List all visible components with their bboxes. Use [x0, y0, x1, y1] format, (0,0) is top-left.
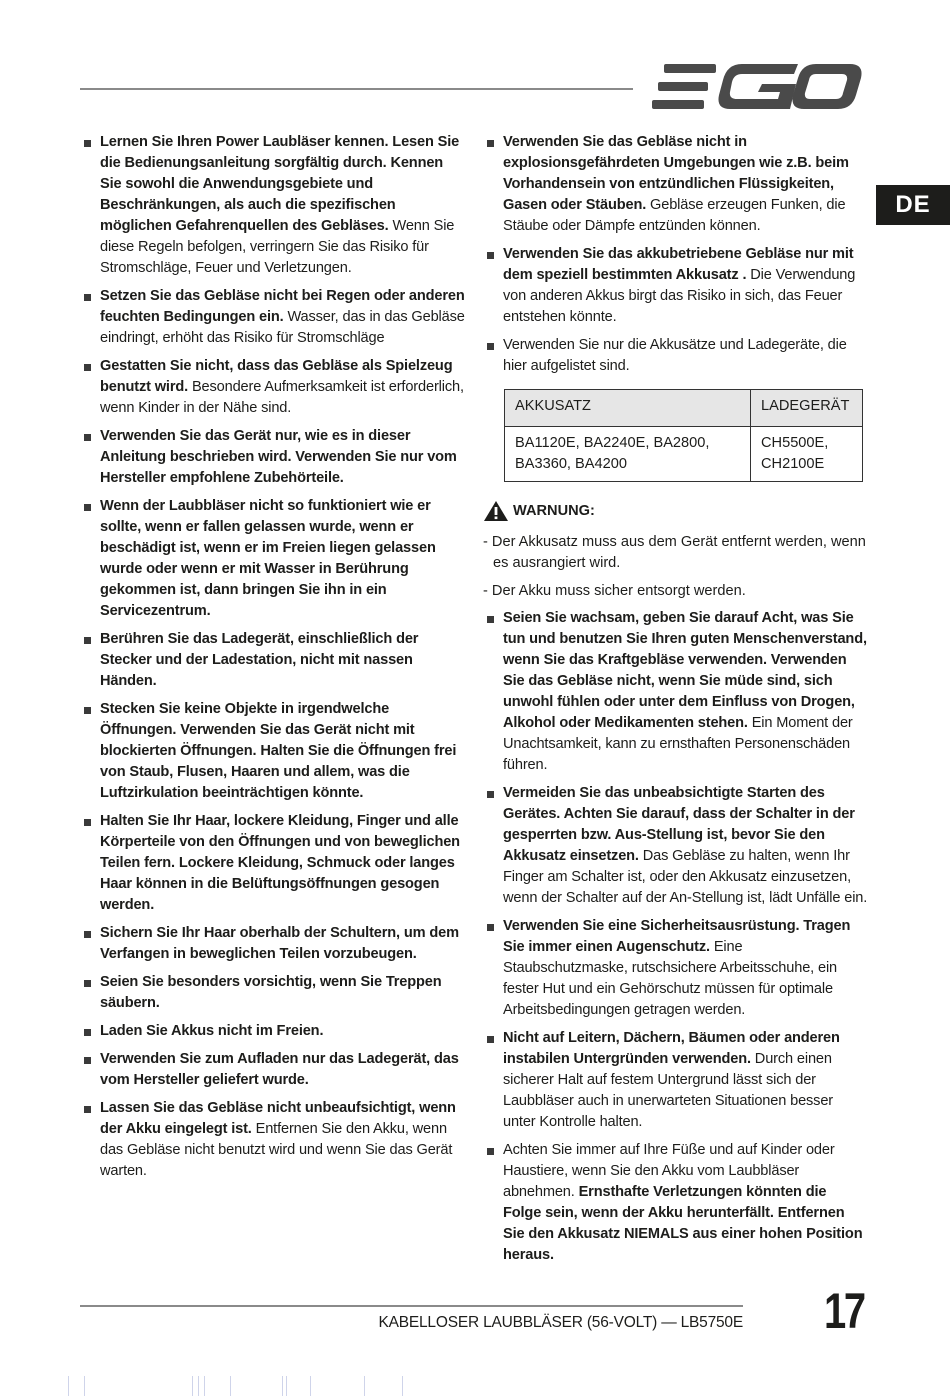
- list-item-bold-text: Lernen Sie Ihren Power Laubläser kennen. Lesen Sie die Bedienungsanleitung sorgfältig durch. Kennen Sie sowohl die Anwendungsgebiete und Beschränkungen, als auch die spezifischen möglichen Gefahrenquellen des Gebläses.: [100, 134, 460, 234]
- bullet-square-icon: [84, 294, 91, 301]
- list-item-bold-text: Verwenden Sie das akkubetriebene Gebläse nur mit dem speziell bestimmten Akkusatz .: [503, 246, 854, 283]
- page-number: 17: [824, 1283, 864, 1339]
- list-item-text: Achten Sie immer auf Ihre Füße und auf Kinder oder Haustiere, wenn Sie den Akku vom Laubbläser abnehmen.: [503, 1142, 835, 1200]
- header-rule: [80, 88, 633, 90]
- list-item: [80, 356, 465, 419]
- list-item-text: Die Verwendung von anderen Akkus birgt das Risiko in sich, das Feuer entstehen könnte.: [503, 267, 856, 325]
- bullet-square-icon: [84, 504, 91, 511]
- bullet-square-icon: [487, 140, 494, 147]
- list-item-bold-text: Seien Sie besonders vorsichtig, wenn Sie Treppen säubern.: [100, 974, 442, 1011]
- list-item: [80, 1049, 465, 1091]
- bullet-square-icon: [84, 637, 91, 644]
- list-item-bold-text: Verwenden Sie das Gerät nur, wie es in dieser Anleitung beschrieben wird. Verwenden Sie nur vom Hersteller empfohlene Zubehörteile.: [100, 428, 457, 486]
- bullet-square-icon: [84, 1029, 91, 1036]
- list-item: [80, 972, 465, 1014]
- list-item: [80, 426, 465, 489]
- list-item-bold-text: Seien Sie wachsam, geben Sie darauf Acht, was Sie tun und benutzen Sie Ihren guten Menschenverstand, wenn Sie das Kraftgebläse verwenden. Verwenden Sie das Gebläse nicht, wenn Sie müde sind, sich unwohl fühlen oder unter dem Einfluss von Drogen, Alkohol oder Medikamenten stehen.: [503, 610, 867, 731]
- list-item-bold-text: Halten Sie Ihr Haar, lockere Kleidung, Finger und alle Körperteile von den Öffnungen und von beweglichen Teilen fern. Lockere Kleidung, Schmuck oder langes Haar können in die Belüftungsöffnungen gesogen werden.: [100, 813, 460, 913]
- left-column: [80, 132, 465, 1189]
- list-item-bold-text: Lassen Sie das Gebläse nicht unbeaufsichtigt, wenn der Akku eingelegt ist.: [100, 1100, 456, 1137]
- warning-title: WARNUNG:: [513, 502, 595, 519]
- bullet-square-icon: [84, 980, 91, 987]
- list-item-text: Ein Moment der Unachtsamkeit, kann zu ernsthaften Personenschäden führen.: [503, 715, 853, 773]
- bullet-square-icon: [84, 819, 91, 826]
- list-item-bold-text: Sichern Sie Ihr Haar oberhalb der Schultern, um dem Verfangen in beweglichen Teilen vorzubeugen.: [100, 925, 459, 962]
- bullet-square-icon: [487, 1036, 494, 1043]
- list-item-bold-text: Verwenden Sie eine Sicherheitsausrüstung. Tragen Sie immer einen Augenschutz.: [503, 918, 851, 955]
- warning-line: - Der Akku muss sicher entsorgt werden.: [483, 583, 746, 599]
- table-cell-battery-models: BA1120E, BA2240E, BA2800, BA3360, BA4200: [505, 427, 751, 482]
- list-item-bold-text: Verwenden Sie das Gebläse nicht in explosionsgefährdeten Umgebungen wie z.B. beim Vorhandensein von entzündlichen Flüssigkeiten, Gasen oder Stäuben.: [503, 134, 849, 213]
- bullet-square-icon: [84, 1106, 91, 1113]
- table-row: [505, 427, 863, 482]
- footer-title: KABELLOSER LAUBBLÄSER (56-VOLT) — LB5750E: [378, 1314, 743, 1331]
- list-item-text: Eine Staubschutzmaske, rutschsichere Arbeitsschuhe, ein fester Hut und ein Gehörschutz müssen für optimale Arbeitsbedingungen getragen werden.: [503, 939, 838, 1018]
- battery-charger-table: [504, 389, 863, 482]
- list-item: [80, 629, 465, 692]
- language-tab: DE: [876, 185, 950, 225]
- bullet-square-icon: [84, 140, 91, 147]
- bullet-square-icon: [487, 252, 494, 259]
- bullet-square-icon: [487, 924, 494, 931]
- warning-heading: [483, 500, 868, 522]
- list-item: [483, 132, 868, 237]
- bullet-square-icon: [84, 434, 91, 441]
- list-item: [80, 1098, 465, 1182]
- bullet-square-icon: [487, 1148, 494, 1155]
- list-item: [80, 923, 465, 965]
- list-item: [483, 244, 868, 328]
- list-item-text: Besondere Aufmerksamkeit ist erforderlich, wenn Kinder in der Nähe sind.: [100, 379, 464, 416]
- registration-marks: [68, 1376, 448, 1396]
- list-item-bold-text: Wenn der Laubbläser nicht so funktioniert wie er sollte, wenn er fallen gelassen wurde, wenn er beschädigt ist, wenn er im Freien liegen gelassen wurde oder wenn er mit Wasser in Berührung gekommen ist, dann bringen Sie ihn in ein Servicezentrum.: [100, 498, 436, 619]
- list-item-bold-text: Laden Sie Akkus nicht im Freien.: [100, 1023, 324, 1039]
- footer-rule: [80, 1305, 743, 1307]
- list-item-bold-text: Nicht auf Leitern, Dächern, Bäumen oder anderen instabilen Untergründen verwenden.: [503, 1030, 840, 1067]
- list-item: [483, 608, 868, 776]
- list-item: [483, 335, 868, 377]
- list-item: [483, 783, 868, 909]
- list-item-bold-text: Setzen Sie das Gebläse nicht bei Regen oder anderen feuchten Bedingungen ein.: [100, 288, 465, 325]
- list-item: [80, 699, 465, 804]
- list-item-text: Gebläse erzeugen Funken, die Stäube oder Dämpfe entzünden können.: [503, 197, 846, 234]
- list-item-text: Entfernen Sie den Akku, wenn das Gebläse nicht benutzt wird und wenn Sie das Gerät warten.: [100, 1121, 453, 1179]
- bullet-square-icon: [487, 791, 494, 798]
- list-item-text: Verwenden Sie nur die Akkusätze und Ladegeräte, die hier aufgelistet sind.: [503, 337, 847, 374]
- list-item-text: Durch einen sicherer Halt auf festem Untergrund lässt sich der Laubbläser auch in unerwarteten Situationen besser unter Kontrolle halten.: [503, 1051, 834, 1130]
- list-item: [483, 1140, 868, 1266]
- table-header-battery: AKKUSATZ: [505, 390, 751, 427]
- bullet-square-icon: [487, 343, 494, 350]
- bullet-square-icon: [84, 707, 91, 714]
- list-item: [80, 1021, 465, 1042]
- list-item-bold-text: Verwenden Sie zum Aufladen nur das Ladegerät, das vom Hersteller geliefert wurde.: [100, 1051, 459, 1088]
- list-item: [80, 286, 465, 349]
- bullet-square-icon: [84, 1057, 91, 1064]
- list-item: [80, 496, 465, 622]
- bullet-square-icon: [84, 931, 91, 938]
- list-item-text: Wasser, das in das Gebläse eindringt, erhöht das Risiko für Stromschläge: [100, 309, 465, 346]
- list-item: [483, 1028, 868, 1133]
- ego-logo: [650, 62, 862, 112]
- list-item: [483, 916, 868, 1021]
- table-header-charger: LADEGERÄT: [751, 390, 863, 427]
- right-column: [483, 132, 868, 1273]
- warning-line: - Der Akkusatz muss aus dem Gerät entfernt werden, wenn es ausrangiert wird.: [483, 534, 866, 571]
- list-item-bold-text: Ernsthafte Verletzungen könnten die Folge sein, wenn der Akku herunterfällt. Entfernen Sie den Akkusatz NIEMALS aus einer hohen Position heraus.: [503, 1184, 863, 1263]
- list-item: [80, 811, 465, 916]
- list-item-bold-text: Berühren Sie das Ladegerät, einschließlich der Stecker und der Ladestation, nicht mit nassen Händen.: [100, 631, 419, 689]
- list-item-bold-text: Gestatten Sie nicht, dass das Gebläse als Spielzeug benutzt wird.: [100, 358, 453, 395]
- table-cell-charger-models: CH5500E, CH2100E: [751, 427, 863, 482]
- list-item-text: Wenn Sie diese Regeln befolgen, verringern Sie das Risiko für Stromschläge, Feuer und Verletzungen.: [100, 218, 455, 276]
- warning-triangle-icon: [483, 500, 509, 522]
- list-item: [80, 132, 465, 279]
- list-item-bold-text: Stecken Sie keine Objekte in irgendwelche Öffnungen. Verwenden Sie das Gerät nicht mit blockierten Öffnungen. Halten Sie die Öffnungen frei von Staub, Flusen, Haaren und allem, was die Luftzirkulation beeinträchtigen könnte.: [100, 701, 457, 801]
- list-item-bold-text: Vermeiden Sie das unbeabsichtigte Starten des Gerätes. Achten Sie darauf, dass der Schalter in der gesperrten bzw. Aus-Stellung ist, bevor Sie den Akkusatz einsetzen.: [503, 785, 855, 864]
- bullet-square-icon: [84, 364, 91, 371]
- list-item-text: Das Gebläse zu halten, wenn Ihr Finger am Schalter ist, oder den Akkusatz einzusetzen, wenn der Schalter auf der An-Stellung ist, lädt Unfälle ein.: [503, 848, 868, 906]
- bullet-square-icon: [487, 616, 494, 623]
